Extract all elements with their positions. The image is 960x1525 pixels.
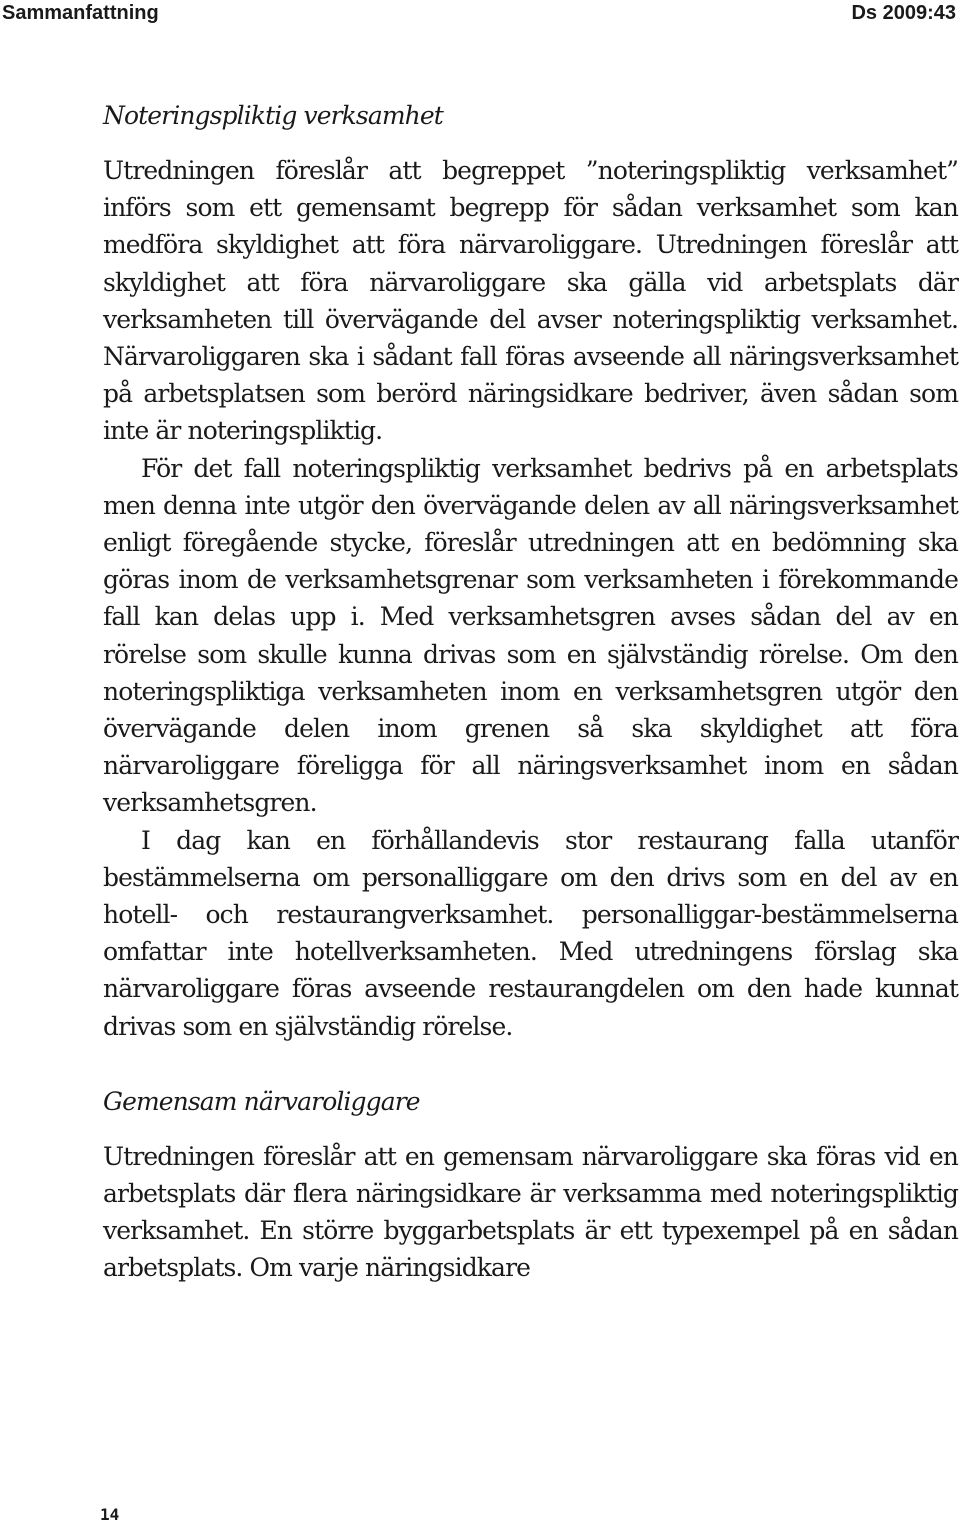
paragraph: I dag kan en förhållandevis stor restaurang falla utanför bestämmelserna om personalliggare om den drivs som en del av en hotell- och restaurangverksamhet. personalliggar-bestämmelserna omfattar inte hotellverksamheten. Med utredningens förslag ska närvaroliggare föras avseende restaurangdelen om den hade kunnat drivas som en självständig rörelse. [103, 825, 958, 1041]
page-number: 14 [100, 1505, 120, 1524]
section-heading-gemensam: Gemensam närvaroliggare [103, 1086, 420, 1116]
running-header [0, 0, 960, 30]
paragraph: För det fall noteringspliktig verksamhet bedrivs på en arbetsplats men denna inte utgör den övervägande delen av all näringsverksamhet enligt föregående stycke, föreslår utredningen att en bedömning ska göras inom de verksamhetsgrenar som verksamheten i förekommande fall kan delas upp i. Med verksamhetsgren avses sådan del av en rörelse som skulle kunna drivas som en självständig rörelse. Om den noteringspliktiga verksamheten inom en verksamhetsgren utgör den övervägande delen inom grenen så ska skyldighet att föra närvaroliggare föreligga för all näringsverksamhet inom en sådan verksamhetsgren. [103, 453, 958, 818]
paragraph: Utredningen föreslår att en gemensam närvaroliggare ska föras vid en arbetsplats där flera näringsidkare är verksamma med noteringspliktig verksamhet. En större byggarbetsplats är ett typexempel på en sådan arbetsplats. Om varje näringsidkare [103, 1141, 958, 1283]
page-body [103, 97, 958, 1287]
section-heading-noteringspliktig: Noteringspliktig verksamhet [103, 101, 443, 130]
header-document-id: Ds 2009:43 [851, 2, 956, 24]
header-section-title: Sammanfattning [2, 2, 159, 24]
paragraph: Utredningen föreslår att begreppet ”noteringspliktig verksamhet” införs som ett gemensamt begrepp för sådan verksamhet som kan medföra skyldighet att föra närvaroliggare. Utredningen föreslår att skyldighet att föra närvaroliggare ska gälla vid arbetsplats där verksamheten till övervägande del avser noteringspliktig verksamhet. Närvaroliggaren ska i sådant fall föras avseende all näringsverksamhet på arbetsplatsen som berörd näringsidkare bedriver, även sådan som inte är noteringspliktig. [103, 156, 958, 446]
